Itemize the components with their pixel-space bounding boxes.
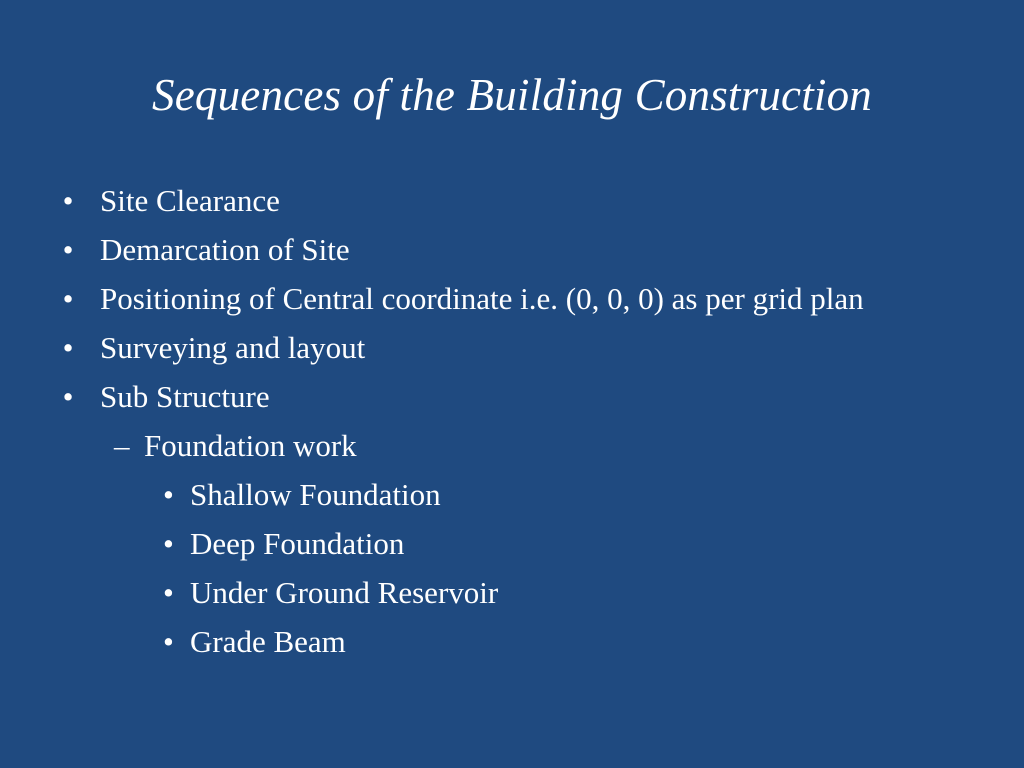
list-item-shallow-foundation xyxy=(163,475,1024,524)
bullet-icon: • xyxy=(163,624,174,659)
list-item-sub-structure xyxy=(62,377,960,426)
list-item-text: Shallow Foundation xyxy=(190,477,441,512)
bullet-icon: • xyxy=(62,183,74,218)
bullet-icon: • xyxy=(62,232,74,267)
bullet-icon: • xyxy=(62,379,74,414)
list-item-foundation-work xyxy=(114,426,1024,475)
bullet-list xyxy=(0,181,1024,671)
list-item-text: Foundation work xyxy=(144,428,357,463)
list-item-text: Site Clearance xyxy=(100,183,280,218)
list-item-text: Demarcation of Site xyxy=(100,232,350,267)
bullet-icon: • xyxy=(163,477,174,512)
list-item-grade-beam xyxy=(163,622,1024,671)
list-item-text: Sub Structure xyxy=(100,379,270,414)
list-item-deep-foundation xyxy=(163,524,1024,573)
list-item-surveying-and-layout xyxy=(62,328,960,377)
slide-title: Sequences of the Building Construction xyxy=(152,70,872,120)
bullet-icon: • xyxy=(163,575,174,610)
list-item-text: Surveying and layout xyxy=(100,330,366,365)
list-item-site-clearance xyxy=(62,181,960,230)
list-item-under-ground-reservoir xyxy=(163,573,1024,622)
bullet-icon: • xyxy=(163,526,174,561)
bullet-icon: • xyxy=(62,281,74,316)
list-item-text: Positioning of Central coordinate i.e. (0, 0, 0) as per grid plan xyxy=(100,281,864,316)
list-item-text: Grade Beam xyxy=(190,624,346,659)
bullet-icon: • xyxy=(62,330,74,365)
list-item-text: Deep Foundation xyxy=(190,526,405,561)
list-item-text: Under Ground Reservoir xyxy=(190,575,499,610)
dash-icon: – xyxy=(114,428,130,463)
list-item-positioning-central-coordinate xyxy=(62,279,960,328)
list-item-demarcation-of-site xyxy=(62,230,960,279)
